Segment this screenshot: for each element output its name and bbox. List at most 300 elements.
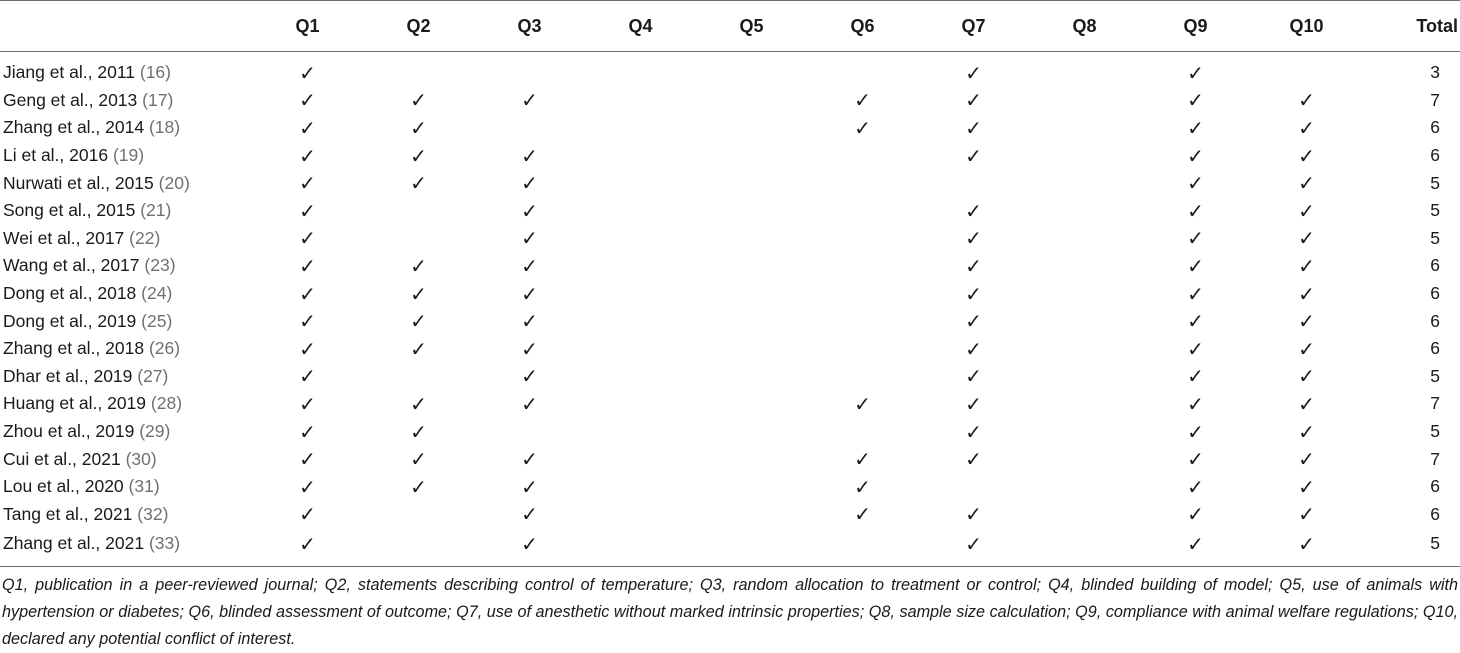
q5-cell <box>696 418 807 446</box>
study-cell <box>0 335 252 363</box>
q2-cell <box>363 418 474 446</box>
q4-cell <box>585 528 696 559</box>
q2-cell <box>363 169 474 197</box>
total-score: 6 <box>1430 338 1440 359</box>
q3-cell <box>474 501 585 529</box>
q1-cell <box>252 280 363 308</box>
study-name: Wang et al., 2017 <box>3 255 140 276</box>
check-mark-icon: ✓ <box>299 171 316 196</box>
check-mark-icon: ✓ <box>521 88 538 113</box>
q7-cell <box>918 169 1029 197</box>
q2-cell <box>363 363 474 391</box>
q7-cell <box>918 142 1029 170</box>
table-row <box>0 390 1460 418</box>
study-reference-link[interactable]: (26) <box>148 338 181 359</box>
q2-cell <box>363 252 474 280</box>
q9-cell <box>1140 114 1251 142</box>
check-mark-icon: ✓ <box>965 419 982 444</box>
q9-cell <box>1140 418 1251 446</box>
check-mark-icon: ✓ <box>1187 115 1204 140</box>
q1-cell <box>252 501 363 529</box>
q9-cell <box>1140 473 1251 501</box>
check-mark-icon: ✓ <box>299 419 316 444</box>
q4-cell <box>585 363 696 391</box>
check-mark-icon: ✓ <box>299 281 316 306</box>
check-mark-icon: ✓ <box>299 253 316 278</box>
q2-cell <box>363 114 474 142</box>
q9-cell <box>1140 225 1251 253</box>
q6-cell <box>807 252 918 280</box>
check-mark-icon: ✓ <box>1298 309 1315 334</box>
q9-cell <box>1140 335 1251 363</box>
q8-cell <box>1029 473 1140 501</box>
total-score: 6 <box>1430 476 1440 497</box>
q9-cell <box>1140 142 1251 170</box>
header-q2: Q2 <box>406 15 431 36</box>
check-mark-icon: ✓ <box>1298 391 1315 416</box>
q6-cell <box>807 87 918 115</box>
q9-cell <box>1140 169 1251 197</box>
check-mark-icon: ✓ <box>1298 88 1315 113</box>
q6-cell <box>807 473 918 501</box>
q2-cell <box>363 59 474 87</box>
q10-cell <box>1251 363 1362 391</box>
q4-cell <box>585 252 696 280</box>
q10-cell <box>1251 142 1362 170</box>
total-score: 7 <box>1430 448 1440 469</box>
q10-cell <box>1251 418 1362 446</box>
q7-cell <box>918 87 1029 115</box>
q7-cell <box>918 363 1029 391</box>
q5-cell <box>696 501 807 529</box>
q8-cell <box>1029 280 1140 308</box>
q5-cell <box>696 59 807 87</box>
check-mark-icon: ✓ <box>965 281 982 306</box>
check-mark-icon: ✓ <box>965 226 982 251</box>
q2-cell <box>363 197 474 225</box>
q7-cell <box>918 252 1029 280</box>
q1-cell <box>252 363 363 391</box>
check-mark-icon: ✓ <box>854 391 871 416</box>
study-cell <box>0 418 252 446</box>
total-score: 6 <box>1430 255 1440 276</box>
q1-cell <box>252 335 363 363</box>
q4-cell <box>585 225 696 253</box>
table-row <box>0 87 1460 115</box>
q4-cell <box>585 390 696 418</box>
study-reference-link[interactable]: (31) <box>128 476 160 497</box>
q3-cell <box>474 280 585 308</box>
check-mark-icon: ✓ <box>299 502 316 527</box>
q4-cell <box>585 473 696 501</box>
study-cell <box>0 528 252 559</box>
study-name: Li et al., 2016 <box>3 145 109 166</box>
q7-cell <box>918 59 1029 87</box>
table-bottom-rule <box>0 566 1460 567</box>
check-mark-icon: ✓ <box>1187 226 1204 251</box>
check-mark-icon: ✓ <box>1187 336 1204 361</box>
q4-cell <box>585 87 696 115</box>
q8-cell <box>1029 418 1140 446</box>
q10-cell <box>1251 252 1362 280</box>
study-reference-link[interactable]: (33) <box>148 533 181 554</box>
q4-cell <box>585 142 696 170</box>
q5-cell <box>696 197 807 225</box>
q7-cell <box>918 445 1029 473</box>
q10-cell <box>1251 169 1362 197</box>
check-mark-icon: ✓ <box>1298 531 1315 556</box>
q5-cell <box>696 335 807 363</box>
header-q10: Q10 <box>1289 15 1324 36</box>
check-mark-icon: ✓ <box>299 531 316 556</box>
q2-cell <box>363 225 474 253</box>
q6-cell <box>807 307 918 335</box>
q8-cell <box>1029 445 1140 473</box>
q3-cell <box>474 142 585 170</box>
q10-cell <box>1251 501 1362 529</box>
study-name: Dong et al., 2019 <box>3 310 137 331</box>
q9-cell <box>1140 197 1251 225</box>
q10-cell <box>1251 528 1362 559</box>
check-mark-icon: ✓ <box>965 115 982 140</box>
q8-cell <box>1029 87 1140 115</box>
check-mark-icon: ✓ <box>1187 88 1204 113</box>
table-row <box>0 252 1460 280</box>
check-mark-icon: ✓ <box>854 502 871 527</box>
q10-cell <box>1251 114 1362 142</box>
check-mark-icon: ✓ <box>1298 474 1315 499</box>
header-q6: Q6 <box>850 15 875 36</box>
header-q8: Q8 <box>1072 15 1097 36</box>
check-mark-icon: ✓ <box>410 253 427 278</box>
q3-cell <box>474 114 585 142</box>
study-name: Dong et al., 2018 <box>3 283 137 304</box>
q5-cell <box>696 307 807 335</box>
q6-cell <box>807 418 918 446</box>
q10-cell <box>1251 59 1362 87</box>
table-header-row <box>0 1 1460 52</box>
check-mark-icon: ✓ <box>1298 364 1315 389</box>
q7-cell <box>918 280 1029 308</box>
q1-cell <box>252 59 363 87</box>
q10-cell <box>1251 473 1362 501</box>
q1-cell <box>252 114 363 142</box>
total-score: 6 <box>1430 503 1440 524</box>
q2-cell <box>363 307 474 335</box>
study-name: Jiang et al., 2011 <box>3 62 135 83</box>
q10-cell <box>1251 225 1362 253</box>
table-row <box>0 418 1460 446</box>
study-cell <box>0 501 252 529</box>
study-reference-link[interactable]: (17) <box>142 89 174 110</box>
study-reference-link[interactable]: (18) <box>148 117 181 138</box>
study-name: Zhang et al., 2021 <box>3 533 145 554</box>
study-reference-link[interactable]: (22) <box>129 227 161 248</box>
check-mark-icon: ✓ <box>410 143 427 168</box>
q1-cell <box>252 197 363 225</box>
study-reference-link[interactable]: (28) <box>150 393 183 414</box>
check-mark-icon: ✓ <box>299 364 316 389</box>
q6-cell <box>807 363 918 391</box>
check-mark-icon: ✓ <box>521 447 538 472</box>
q9-cell <box>1140 528 1251 559</box>
check-mark-icon: ✓ <box>965 88 982 113</box>
q10-cell <box>1251 280 1362 308</box>
q9-cell <box>1140 307 1251 335</box>
check-mark-icon: ✓ <box>299 474 316 499</box>
table-row <box>0 335 1460 363</box>
q8-cell <box>1029 501 1140 529</box>
q5-cell <box>696 473 807 501</box>
q5-cell <box>696 390 807 418</box>
check-mark-icon: ✓ <box>1298 502 1315 527</box>
table-row <box>0 363 1460 391</box>
q9-cell <box>1140 280 1251 308</box>
total-score: 7 <box>1430 393 1440 414</box>
q1-cell <box>252 528 363 559</box>
header-q1: Q1 <box>295 15 320 36</box>
check-mark-icon: ✓ <box>965 364 982 389</box>
check-mark-icon: ✓ <box>299 309 316 334</box>
check-mark-icon: ✓ <box>410 281 427 306</box>
check-mark-icon: ✓ <box>1298 336 1315 361</box>
check-mark-icon: ✓ <box>299 115 316 140</box>
q3-cell <box>474 225 585 253</box>
q7-cell <box>918 225 1029 253</box>
q7-cell <box>918 307 1029 335</box>
q9-cell <box>1140 390 1251 418</box>
study-cell <box>0 363 252 391</box>
header-total: Total <box>1416 15 1458 36</box>
study-cell <box>0 114 252 142</box>
check-mark-icon: ✓ <box>1187 281 1204 306</box>
q6-cell <box>807 197 918 225</box>
study-name: Huang et al., 2019 <box>3 393 147 414</box>
study-reference-link[interactable]: (29) <box>139 421 171 442</box>
study-reference-link[interactable]: (20) <box>158 172 190 193</box>
q4-cell <box>585 307 696 335</box>
header-study <box>0 1 252 52</box>
check-mark-icon: ✓ <box>521 474 538 499</box>
q9-cell <box>1140 501 1251 529</box>
check-mark-icon: ✓ <box>299 143 316 168</box>
q8-cell <box>1029 197 1140 225</box>
study-reference-link[interactable]: (24) <box>141 283 173 304</box>
header-q4: Q4 <box>628 15 653 36</box>
study-name: Nurwati et al., 2015 <box>3 172 154 193</box>
q9-cell <box>1140 445 1251 473</box>
study-cell <box>0 390 252 418</box>
check-mark-icon: ✓ <box>1298 253 1315 278</box>
study-name: Zhang et al., 2018 <box>3 338 145 359</box>
study-reference-link[interactable]: (16) <box>139 62 171 83</box>
q6-cell <box>807 114 918 142</box>
q2-cell <box>363 390 474 418</box>
check-mark-icon: ✓ <box>521 309 538 334</box>
study-name: Geng et al., 2013 <box>3 89 138 110</box>
total-score: 6 <box>1430 117 1440 138</box>
q3-cell <box>474 169 585 197</box>
total-score: 5 <box>1430 200 1440 221</box>
table-row <box>0 142 1460 170</box>
q9-cell <box>1140 87 1251 115</box>
check-mark-icon: ✓ <box>1187 171 1204 196</box>
study-reference-link[interactable]: (27) <box>137 365 169 386</box>
q8-cell <box>1029 114 1140 142</box>
check-mark-icon: ✓ <box>965 336 982 361</box>
check-mark-icon: ✓ <box>521 198 538 223</box>
study-cell <box>0 473 252 501</box>
study-cell <box>0 280 252 308</box>
study-reference-link[interactable]: (23) <box>144 255 176 276</box>
table-row <box>0 473 1460 501</box>
q9-cell <box>1140 59 1251 87</box>
check-mark-icon: ✓ <box>1298 419 1315 444</box>
check-mark-icon: ✓ <box>521 364 538 389</box>
study-reference-link[interactable]: (19) <box>112 145 145 166</box>
check-mark-icon: ✓ <box>1187 309 1204 334</box>
q8-cell <box>1029 59 1140 87</box>
table-body <box>0 52 1460 560</box>
q8-cell <box>1029 335 1140 363</box>
q7-cell <box>918 390 1029 418</box>
check-mark-icon: ✓ <box>521 143 538 168</box>
check-mark-icon: ✓ <box>299 336 316 361</box>
q3-cell <box>474 59 585 87</box>
q5-cell <box>696 87 807 115</box>
check-mark-icon: ✓ <box>854 447 871 472</box>
total-score: 5 <box>1430 172 1440 193</box>
table-row <box>0 169 1460 197</box>
q4-cell <box>585 335 696 363</box>
check-mark-icon: ✓ <box>965 391 982 416</box>
q8-cell <box>1029 225 1140 253</box>
check-mark-icon: ✓ <box>299 447 316 472</box>
study-reference-link[interactable]: (21) <box>140 200 172 221</box>
q8-cell <box>1029 142 1140 170</box>
q2-cell <box>363 445 474 473</box>
q4-cell <box>585 114 696 142</box>
check-mark-icon: ✓ <box>1187 419 1204 444</box>
check-mark-icon: ✓ <box>965 447 982 472</box>
check-mark-icon: ✓ <box>521 226 538 251</box>
q1-cell <box>252 142 363 170</box>
check-mark-icon: ✓ <box>1187 474 1204 499</box>
total-score: 7 <box>1430 89 1440 110</box>
q3-cell <box>474 87 585 115</box>
q5-cell <box>696 445 807 473</box>
q8-cell <box>1029 169 1140 197</box>
header-q5: Q5 <box>739 15 764 36</box>
q1-cell <box>252 390 363 418</box>
study-reference-link[interactable]: (32) <box>137 503 169 524</box>
q5-cell <box>696 363 807 391</box>
table-row <box>0 307 1460 335</box>
table-row <box>0 197 1460 225</box>
check-mark-icon: ✓ <box>1187 198 1204 223</box>
q1-cell <box>252 445 363 473</box>
check-mark-icon: ✓ <box>1187 502 1204 527</box>
check-mark-icon: ✓ <box>1187 60 1204 85</box>
q3-cell <box>474 390 585 418</box>
study-reference-link[interactable]: (30) <box>125 448 157 469</box>
check-mark-icon: ✓ <box>1298 115 1315 140</box>
q10-cell <box>1251 197 1362 225</box>
check-mark-icon: ✓ <box>854 474 871 499</box>
q4-cell <box>585 59 696 87</box>
check-mark-icon: ✓ <box>521 391 538 416</box>
study-cell <box>0 59 252 87</box>
check-mark-icon: ✓ <box>1298 281 1315 306</box>
study-cell <box>0 87 252 115</box>
study-reference-link[interactable]: (25) <box>141 310 173 331</box>
q10-cell <box>1251 390 1362 418</box>
q7-cell <box>918 197 1029 225</box>
study-name: Cui et al., 2021 <box>3 448 121 469</box>
study-name: Dhar et al., 2019 <box>3 365 133 386</box>
total-score: 5 <box>1430 421 1440 442</box>
check-mark-icon: ✓ <box>299 391 316 416</box>
q3-cell <box>474 335 585 363</box>
total-score: 6 <box>1430 310 1440 331</box>
q5-cell <box>696 114 807 142</box>
q5-cell <box>696 142 807 170</box>
study-cell <box>0 197 252 225</box>
q3-cell <box>474 418 585 446</box>
check-mark-icon: ✓ <box>965 198 982 223</box>
check-mark-icon: ✓ <box>854 88 871 113</box>
q6-cell <box>807 335 918 363</box>
study-cell <box>0 252 252 280</box>
q10-cell <box>1251 445 1362 473</box>
check-mark-icon: ✓ <box>521 253 538 278</box>
q2-cell <box>363 501 474 529</box>
q4-cell <box>585 418 696 446</box>
q10-cell <box>1251 307 1362 335</box>
check-mark-icon: ✓ <box>965 502 982 527</box>
q8-cell <box>1029 307 1140 335</box>
q7-cell <box>918 501 1029 529</box>
q6-cell <box>807 528 918 559</box>
q4-cell <box>585 169 696 197</box>
q2-cell <box>363 335 474 363</box>
table-row <box>0 225 1460 253</box>
q6-cell <box>807 280 918 308</box>
check-mark-icon: ✓ <box>410 474 427 499</box>
q1-cell <box>252 169 363 197</box>
table-footnote: Q1, publication in a peer-reviewed journal; Q2, statements describing control of temperature; Q3, random allocation to treatment or control; Q4, blinded building of model; Q5, use of animals with hypertension or diabetes; Q6, blinded assessment of outcome; Q7, use of anesthetic without marked intrinsic properties; Q8, sample size calculation; Q9, compliance with animal welfare regulations; Q10, declared any potential conflict of interest. <box>2 576 1458 648</box>
total-score: 5 <box>1430 533 1440 554</box>
q8-cell <box>1029 390 1140 418</box>
q10-cell <box>1251 335 1362 363</box>
q3-cell <box>474 252 585 280</box>
q3-cell <box>474 363 585 391</box>
header-q9: Q9 <box>1183 15 1208 36</box>
check-mark-icon: ✓ <box>1187 143 1204 168</box>
q10-cell <box>1251 87 1362 115</box>
study-name: Wei et al., 2017 <box>3 227 125 248</box>
check-mark-icon: ✓ <box>965 60 982 85</box>
q7-cell <box>918 418 1029 446</box>
q3-cell <box>474 445 585 473</box>
check-mark-icon: ✓ <box>410 88 427 113</box>
check-mark-icon: ✓ <box>965 531 982 556</box>
q7-cell <box>918 114 1029 142</box>
study-name: Song et al., 2015 <box>3 200 136 221</box>
check-mark-icon: ✓ <box>410 171 427 196</box>
study-name: Zhang et al., 2014 <box>3 117 145 138</box>
check-mark-icon: ✓ <box>299 226 316 251</box>
